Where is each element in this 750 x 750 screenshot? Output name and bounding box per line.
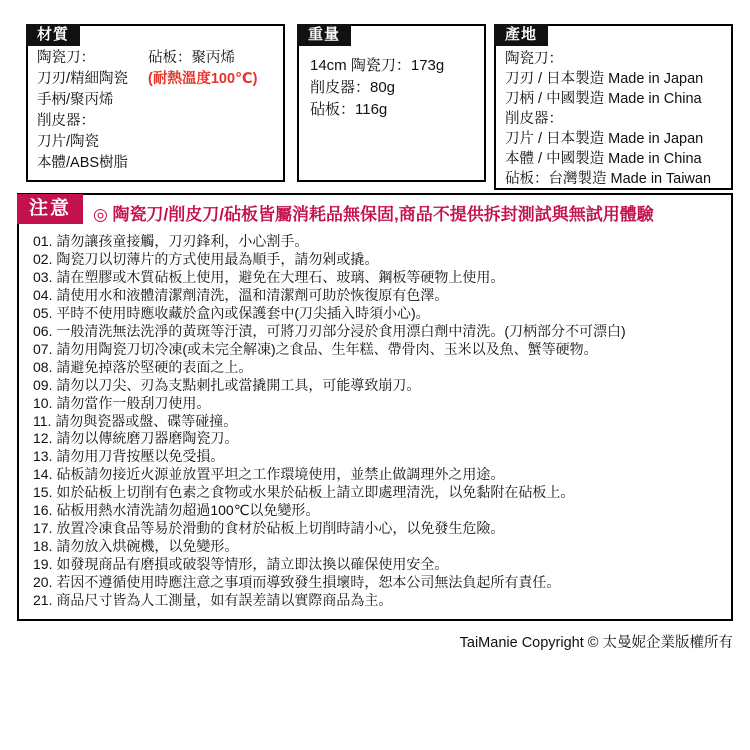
material-line: 陶瓷刀： — [37, 50, 95, 66]
origin-line: 刀柄 / 中國製造 Made in China — [505, 91, 702, 107]
notice-list — [33, 233, 725, 610]
heat-resistance-warning: (耐熱溫度100℃) — [148, 71, 258, 87]
origin-line: 本體 / 中國製造 Made in China — [505, 151, 702, 167]
material-line: 本體/ABS樹脂 — [37, 155, 129, 171]
notice-item: 01. 請勿讓孩童接觸，刀刃鋒利，小心割手。 — [33, 233, 309, 249]
notice-item: 14. 砧板請勿接近火源並放置平坦之工作環境使用，並禁止做調理外之用途。 — [33, 466, 505, 483]
origin-line: 削皮器： — [505, 111, 563, 127]
notice-item: 18. 請勿放入烘碗機，以免變形。 — [33, 538, 239, 555]
weight-box-title: 重量 — [297, 24, 351, 46]
weight-line: 14cm 陶瓷刀：173g — [310, 57, 445, 74]
notice-item: 19. 如發現商品有磨損或破裂等情形，請立即汰換以確保使用安全。 — [33, 556, 449, 573]
notice-item: 08. 請避免掉落於堅硬的表面之上。 — [33, 358, 253, 375]
notice-item: 06. 一般清洗無法洗淨的黃斑等汙漬，可將刀刃部分浸於食用漂白劑中清洗。(刀柄部分不可漂白) — [33, 322, 626, 339]
notice-item: 04. 請使用水和液體清潔劑清洗，溫和清潔劑可助於恢復原有色澤。 — [33, 286, 449, 303]
origin-line: 刀片 / 日本製造 Made in Japan — [505, 131, 704, 147]
notice-item: 12. 請勿以傳統磨刀器磨陶瓷刀。 — [33, 430, 239, 447]
origin-box-title: 產地 — [494, 24, 548, 46]
notice-item: 11. 請勿與瓷器或盤、碟等碰撞。 — [33, 412, 238, 429]
notice-item: 16. 砧板用熱水清洗請勿超過100℃以免變形。 — [33, 502, 320, 519]
notice-item: 10. 請勿當作一般刮刀使用。 — [33, 394, 211, 411]
notice-item: 20. 若因不遵循使用時應注意之事項而導致發生損壞時，恕本公司無法負起所有責任。 — [33, 574, 561, 591]
notice-item: 17. 放置冷凍食品等易於滑動的食材於砧板上切削時請小心，以免發生危險。 — [33, 520, 505, 537]
material-line: 刀片/陶瓷 — [37, 134, 100, 150]
copyright-text: TaiManie Copyright © 太曼妮企業版權所有 — [459, 635, 733, 651]
material-box — [26, 24, 285, 182]
origin-line: 刀刃 / 日本製造 Made in Japan — [505, 71, 704, 87]
material-left-column — [37, 48, 128, 174]
material-right-column — [148, 48, 257, 90]
notice-item: 05. 平時不使用時應收藏於盒內或保護套中(刀尖插入時須小心)。 — [33, 304, 430, 321]
weight-line: 砧板：116g — [310, 101, 388, 118]
origin-box — [494, 24, 733, 190]
material-box-title: 材質 — [26, 24, 80, 46]
origin-lines — [505, 49, 711, 189]
notice-headline: ◎ 陶瓷刀/削皮刀/砧板皆屬消耗品無保固,商品不提供拆封測試與無試用體驗 — [93, 205, 654, 224]
cutting-board-material-line: 砧板：聚丙烯 — [148, 50, 235, 66]
weight-lines — [310, 55, 444, 121]
weight-box — [297, 24, 486, 182]
notice-item: 07. 請勿用陶瓷刀切冷凍(或未完全解凍)之食品、生年糕、帶骨肉、玉米以及魚、蟹等硬物。 — [33, 340, 598, 357]
notice-box — [17, 193, 733, 621]
notice-item: 15. 如於砧板上切削有色素之食物或水果於砧板上請立即處理清洗，以免黏附在砧板上。 — [33, 484, 575, 501]
origin-line: 陶瓷刀： — [505, 51, 563, 67]
weight-line: 削皮器：80g — [310, 79, 396, 96]
notice-item: 03. 請在塑膠或木質砧板上使用，避免在大理石、玻璃、鋼板等硬物上使用。 — [33, 268, 505, 285]
notice-item: 02. 陶瓷刀以切薄片的方式使用最為順手，請勿剁或撬。 — [33, 250, 379, 267]
material-line: 削皮器： — [37, 113, 95, 129]
material-line: 手柄/聚丙烯 — [37, 92, 114, 108]
origin-line: 砧板：台灣製造 Made in Taiwan — [505, 171, 712, 187]
material-line: 刀刃/精細陶瓷 — [37, 71, 129, 87]
notice-badge: 注意 — [17, 194, 83, 224]
notice-item: 09. 請勿以刀尖、刃為支點刺扎或當撬開工具，可能導致崩刀。 — [33, 376, 421, 393]
notice-item: 13. 請勿用刀背按壓以免受損。 — [33, 448, 225, 465]
notice-item: 21. 商品尺寸皆為人工測量，如有誤差請以實際商品為主。 — [33, 592, 393, 609]
